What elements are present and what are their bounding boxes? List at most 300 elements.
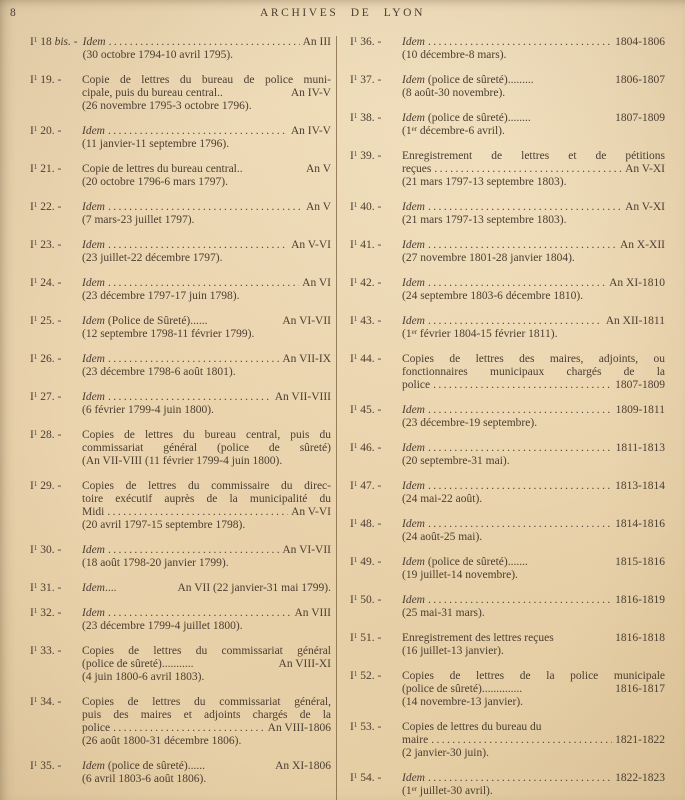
text-segment: juillet-30 avril). — [417, 785, 493, 797]
entry-line — [82, 125, 331, 138]
text-segment: (23 décembre 1799-4 juillet 1800). — [82, 620, 243, 632]
leader-dots — [428, 480, 612, 493]
entry-year: 1806-1807 — [615, 74, 665, 86]
entry-year: An XI-1806 — [275, 760, 331, 772]
entry-year: An IV-V — [290, 87, 331, 99]
text-segment: I — [350, 74, 354, 86]
entry-body — [82, 760, 331, 786]
entry-line — [82, 773, 331, 786]
entry-id: $I^1$ 40. - — [350, 200, 382, 213]
entry-text — [82, 87, 223, 100]
entry-text — [402, 785, 493, 797]
text-segment: Idem — [402, 74, 425, 86]
entry-line — [82, 671, 331, 684]
entry-id: $I^1$ 42. - — [350, 276, 382, 289]
text-segment: reçues — [402, 163, 432, 175]
entry-text — [402, 493, 482, 505]
entry-line — [83, 36, 331, 49]
entry-text — [402, 150, 665, 162]
entry-line — [402, 785, 665, 798]
entry-line — [82, 760, 331, 773]
entry-line — [82, 582, 331, 595]
entry-id: $I^1$ 19. - — [30, 73, 62, 86]
text-segment: Idem — [402, 112, 425, 124]
text-segment: I — [350, 442, 354, 454]
entry-text — [402, 645, 504, 657]
entry-line — [402, 607, 665, 620]
entry-text — [402, 556, 528, 569]
text-segment: (6 avril 1803-6 août 1806). — [82, 773, 207, 785]
leader-dots — [428, 772, 612, 785]
text-segment: Enregistrement de lettres et de pétitions — [402, 150, 665, 162]
superscript-text: 1 — [353, 555, 358, 564]
superscript-text: 1 — [33, 124, 38, 133]
superscript-text: 1 — [353, 276, 358, 285]
entry-text — [402, 125, 505, 137]
entry-line — [402, 74, 665, 87]
superscript-text: 1 — [353, 479, 358, 488]
entry-line — [402, 201, 665, 214]
entry-body — [82, 582, 331, 595]
text-segment: toire exécutif auprès de la municipalité du — [82, 493, 331, 505]
entry-year: An VI-VII — [282, 544, 331, 556]
entry-text — [402, 670, 665, 682]
leader-dots — [428, 239, 617, 252]
entry-year: An VI — [302, 277, 331, 289]
superscript-text: 1 — [353, 73, 358, 82]
entry-line — [82, 100, 331, 113]
superscript-text: 1 — [33, 644, 38, 653]
entry-id: $I^1$ 26. - — [30, 352, 62, 365]
catalog-entry — [30, 480, 331, 532]
entry-text — [82, 773, 206, 785]
right-column — [337, 36, 665, 800]
text-segment: (18 août 1798-20 janvier 1799). — [82, 557, 229, 569]
entry-line — [402, 328, 665, 341]
text-segment: I — [30, 696, 34, 708]
entry-id: $I^1$ 48. - — [350, 517, 382, 530]
entry-text — [82, 480, 331, 492]
text-segment: (26 novembre 1795-3 octobre 1796). — [82, 100, 252, 112]
superscript-text: 1 — [33, 276, 38, 285]
text-segment: (26 août 1800-31 décembre 1806). — [82, 735, 242, 747]
catalog-entry — [30, 201, 331, 227]
catalog-entry — [30, 125, 331, 151]
entry-year: An XII-1811 — [605, 315, 665, 327]
superscript-text: 1 — [353, 593, 358, 602]
entry-year: An III — [302, 36, 331, 48]
text-segment: Copies de lettres du bureau central, puis du — [82, 429, 331, 441]
text-segment: (An VII-VIII (11 février 1799-4 juin 1800). — [82, 455, 283, 467]
leader-dots — [108, 125, 288, 138]
catalog-entry — [350, 518, 665, 544]
entry-body — [82, 645, 331, 684]
entry-text — [82, 582, 117, 595]
catalog-entry — [350, 239, 665, 265]
text-segment: I — [350, 670, 354, 682]
entry-year: 1816-1817 — [615, 683, 665, 695]
entry-year: An V — [305, 201, 331, 213]
entry-text — [402, 683, 522, 696]
text-segment: (Police de Sûreté)...... — [105, 315, 208, 327]
entry-text — [402, 404, 425, 417]
entry-line — [82, 480, 331, 493]
entry-body — [402, 632, 665, 658]
entry-text — [82, 100, 252, 112]
entry-year: An V-XI — [625, 201, 665, 213]
text-segment: Idem — [82, 36, 106, 48]
entry-id: $I^1$ 35. - — [30, 759, 62, 772]
entry-line — [402, 277, 665, 290]
text-segment: .... — [105, 582, 117, 594]
entry-text — [83, 36, 106, 49]
entry-line — [82, 429, 331, 442]
leader-dots — [434, 163, 622, 176]
entry-line — [82, 607, 331, 620]
entry-text — [402, 455, 510, 467]
text-segment: Idem — [82, 607, 105, 619]
entry-line — [402, 353, 665, 366]
catalog-entry — [30, 391, 331, 417]
superscript-text: 1 — [353, 314, 358, 323]
text-segment: (police de sûreté)...... — [105, 760, 205, 772]
entry-line — [82, 366, 331, 379]
entry-body — [82, 480, 331, 532]
entry-year: An IV-V — [290, 125, 331, 137]
entry-line — [82, 455, 331, 468]
entry-line — [82, 138, 331, 151]
superscript-text: 1 — [33, 581, 38, 590]
text-segment: I — [350, 315, 354, 327]
entry-body — [402, 353, 665, 392]
entry-year: An VII-VIII — [274, 391, 331, 403]
entry-text — [402, 290, 583, 302]
catalog-entry — [30, 645, 331, 684]
entry-text — [82, 277, 105, 290]
catalog-entry — [350, 442, 665, 468]
text-segment: I — [30, 277, 34, 289]
entry-line — [82, 315, 331, 328]
leader-dots — [108, 607, 291, 620]
text-segment: Copies de lettres du commissariat général, — [82, 696, 331, 708]
text-segment: (20 septembre-31 mai). — [402, 455, 510, 467]
entry-line — [402, 556, 665, 569]
entry-line — [402, 734, 665, 747]
entry-line — [82, 290, 331, 303]
text-segment: (11 janvier-11 septembre 1796). — [82, 138, 230, 150]
entry-line — [402, 379, 665, 392]
entry-year: An V-VI — [291, 506, 331, 518]
entry-text — [402, 163, 431, 176]
entry-text — [82, 544, 105, 557]
entry-line — [402, 721, 665, 734]
leader-dots — [107, 506, 288, 519]
catalog-entry — [350, 74, 665, 100]
superscript-text: 1 — [353, 403, 358, 412]
entry-line — [82, 163, 331, 176]
entry-line — [402, 125, 665, 138]
entry-text — [83, 49, 233, 61]
entry-text — [402, 252, 575, 264]
text-segment: (police de sûreté)......... — [425, 74, 534, 86]
superscript-text: 1 — [33, 238, 38, 247]
entry-year: An VII-IX — [282, 353, 331, 365]
text-segment: I — [30, 201, 34, 213]
text-segment: (30 octobre 1794-10 avril 1795). — [82, 49, 234, 61]
entry-text — [402, 569, 518, 581]
entry-text — [402, 594, 425, 607]
text-segment: Idem — [82, 582, 105, 594]
entry-body — [402, 480, 665, 506]
entry-id: $I^1$ 43. - — [350, 314, 382, 327]
entry-body — [82, 163, 331, 189]
superscript-text: 1 — [33, 759, 38, 768]
entry-text — [82, 201, 105, 214]
entry-line — [402, 49, 665, 62]
text-segment: I — [30, 74, 34, 86]
catalog-entry — [350, 632, 665, 658]
entry-text — [402, 632, 554, 645]
entry-body — [82, 607, 331, 633]
leader-dots — [428, 518, 612, 531]
entry-body — [82, 201, 331, 227]
text-segment: I — [350, 239, 354, 251]
entry-text — [82, 366, 236, 378]
entry-year: 1816-1818 — [615, 632, 665, 644]
superscript-text: er — [411, 327, 418, 336]
entry-line — [402, 239, 665, 252]
superscript-text: 1 — [353, 238, 358, 247]
entry-body — [402, 518, 665, 544]
entry-text — [82, 214, 194, 226]
superscript-text: 1 — [353, 771, 358, 780]
text-segment: Idem — [402, 201, 425, 213]
text-segment: Copie de lettres du bureau de police muni- — [82, 74, 331, 86]
page-header — [0, 0, 685, 28]
entry-text — [402, 518, 425, 531]
text-segment: Midi — [82, 506, 105, 518]
text-segment: Idem — [82, 353, 105, 365]
entry-id: $I^1$ 33. - — [30, 644, 62, 657]
entry-line — [402, 150, 665, 163]
entry-year: An V-XI — [625, 163, 665, 175]
text-segment: I — [30, 760, 34, 772]
catalog-entry — [30, 353, 331, 379]
text-segment: (6 février 1799-4 juin 1800). — [82, 404, 214, 416]
leader-dots — [428, 36, 612, 49]
entry-year: An VIII-1806 — [267, 722, 331, 734]
text-segment: (27 novembre 1801-28 janvier 1804). — [402, 252, 575, 264]
catalog-entry — [30, 163, 331, 189]
entry-id: $I^1$ 25. - — [30, 314, 62, 327]
entry-text — [402, 734, 428, 747]
text-segment: Idem — [402, 277, 425, 289]
entry-id: $I^1$ 41. - — [350, 238, 382, 251]
text-segment: I — [350, 353, 354, 365]
text-segment: décembre-6 avril). — [417, 125, 505, 137]
superscript-text: 1 — [33, 606, 38, 615]
entry-text — [402, 417, 537, 429]
catalog-entry — [350, 36, 665, 62]
text-segment: Idem — [402, 594, 425, 606]
entry-line — [82, 328, 331, 341]
entry-text — [82, 239, 105, 252]
text-segment: (4 juin 1800-6 avril 1803). — [82, 671, 205, 683]
entry-line — [402, 315, 665, 328]
text-segment: I — [30, 163, 34, 175]
entry-line — [82, 557, 331, 570]
entry-body — [402, 112, 665, 138]
entry-id: $I^1$ 39. - — [350, 149, 382, 162]
catalog-entry — [30, 544, 331, 570]
entry-text — [402, 74, 534, 87]
entry-line — [402, 417, 665, 430]
entry-text — [402, 747, 489, 759]
entry-text — [82, 506, 104, 519]
catalog-entry — [350, 480, 665, 506]
entry-year: 1807-1809 — [615, 379, 665, 391]
entry-id: $I^1$ 27. - — [30, 390, 62, 403]
entry-line — [402, 480, 665, 493]
entry-text — [82, 138, 229, 150]
entry-line — [83, 49, 331, 62]
entry-line — [82, 87, 331, 100]
text-segment: I — [30, 391, 34, 403]
entry-line — [402, 594, 665, 607]
leader-dots — [428, 594, 612, 607]
entry-line — [82, 176, 331, 189]
entry-year: An VII (22 janvier-31 mai 1799). — [177, 582, 331, 594]
entry-line — [82, 239, 331, 252]
text-segment: Copies de lettres de la police municipale — [402, 670, 665, 682]
text-segment: (10 décembre-8 mars). — [402, 49, 507, 61]
entry-id: $I^1$ 28. - — [30, 428, 62, 441]
entry-line — [402, 455, 665, 468]
catalog-entry — [350, 772, 665, 798]
entry-line — [402, 366, 665, 379]
leader-dots — [428, 277, 606, 290]
text-segment: (8 août-30 novembre). — [402, 87, 506, 99]
text-segment: (2 janvier-30 juin). — [402, 747, 489, 759]
superscript-text: 1 — [33, 314, 38, 323]
leader-dots — [108, 544, 279, 557]
catalog-entry — [350, 670, 665, 709]
entry-text — [402, 442, 425, 455]
text-segment: I — [30, 353, 34, 365]
text-segment: fonctionnaires municipaux chargés de la — [402, 366, 665, 378]
text-segment: I — [30, 315, 34, 327]
entry-text — [82, 404, 214, 416]
text-segment: Idem — [82, 544, 105, 556]
text-segment: Copies de lettres du commissariat général — [82, 645, 331, 657]
entry-body — [82, 74, 331, 113]
entry-line — [402, 632, 665, 645]
text-segment: (1 — [402, 785, 412, 797]
catalog-entry — [350, 277, 665, 303]
text-segment: Enregistrement des lettres reçues — [402, 632, 554, 644]
superscript-text: 1 — [353, 200, 358, 209]
entry-text — [82, 696, 331, 708]
superscript-text: 1 — [33, 479, 38, 488]
catalog-entry — [350, 201, 665, 227]
entry-body — [402, 442, 665, 468]
text-segment: (1 — [402, 125, 412, 137]
entry-line — [82, 722, 331, 735]
entry-text — [82, 671, 204, 683]
entry-body — [82, 125, 331, 151]
entry-year: An XI-1810 — [609, 277, 665, 289]
entry-id: $I^1$ 21. - — [30, 162, 62, 175]
entry-body — [402, 721, 665, 760]
text-segment: cipale, puis du bureau central.. — [82, 87, 223, 99]
text-segment: Idem — [402, 518, 425, 530]
entry-text — [402, 607, 485, 619]
entry-text — [402, 176, 566, 188]
catalog-entry — [350, 315, 665, 341]
entry-line — [82, 519, 331, 532]
text-segment: (police de sûreté)....... — [425, 556, 528, 568]
superscript-text: 1 — [353, 35, 358, 44]
text-segment: Idem — [402, 556, 425, 568]
text-segment: (25 mai-31 mars). — [402, 607, 485, 619]
entry-text — [82, 328, 254, 340]
text-segment: I — [350, 404, 354, 416]
text-segment: (7 mars-23 juillet 1797). — [82, 214, 195, 226]
entry-body — [402, 36, 665, 62]
entry-id: $I^1$ 50. - — [350, 593, 382, 606]
catalog-entry — [350, 150, 665, 189]
text-segment: Copies de lettres du bureau du — [402, 721, 542, 733]
text-segment: (20 octobre 1796-6 mars 1797). — [82, 176, 228, 188]
superscript-text: 1 — [33, 352, 38, 361]
text-segment: maire — [402, 734, 429, 746]
catalog-entry — [30, 429, 331, 468]
text-segment: I — [350, 201, 354, 213]
entry-text — [82, 607, 105, 620]
superscript-text: 1 — [353, 352, 358, 361]
entry-text — [402, 366, 665, 378]
catalog-entry — [350, 353, 665, 392]
entry-body — [82, 544, 331, 570]
superscript-text: 1 — [33, 428, 38, 437]
catalog-entry — [350, 556, 665, 582]
text-segment: I — [30, 582, 34, 594]
catalog-entry — [350, 404, 665, 430]
entry-line — [82, 645, 331, 658]
entry-text — [82, 493, 331, 505]
entry-body — [402, 277, 665, 303]
entry-text — [82, 315, 208, 328]
entry-id: $I^1$ 29. - — [30, 479, 62, 492]
text-segment: Copies de lettres du commissaire du direc- — [82, 480, 331, 492]
text-segment: I — [30, 607, 34, 619]
page-number: 8 — [10, 7, 16, 19]
entry-text — [402, 277, 425, 290]
text-segment: Idem — [82, 315, 105, 327]
leader-dots — [108, 239, 288, 252]
entry-body — [82, 315, 331, 341]
entry-year: An V — [305, 163, 331, 175]
text-segment: I — [30, 125, 34, 137]
entry-line — [402, 112, 665, 125]
entry-year: 1811-1813 — [615, 442, 665, 454]
text-segment: I — [350, 36, 354, 48]
entry-text — [82, 557, 229, 569]
entry-body — [402, 772, 665, 798]
leader-dots — [428, 442, 613, 455]
entry-body — [402, 315, 665, 341]
entry-id: $I^1$ 52. - — [350, 669, 382, 682]
